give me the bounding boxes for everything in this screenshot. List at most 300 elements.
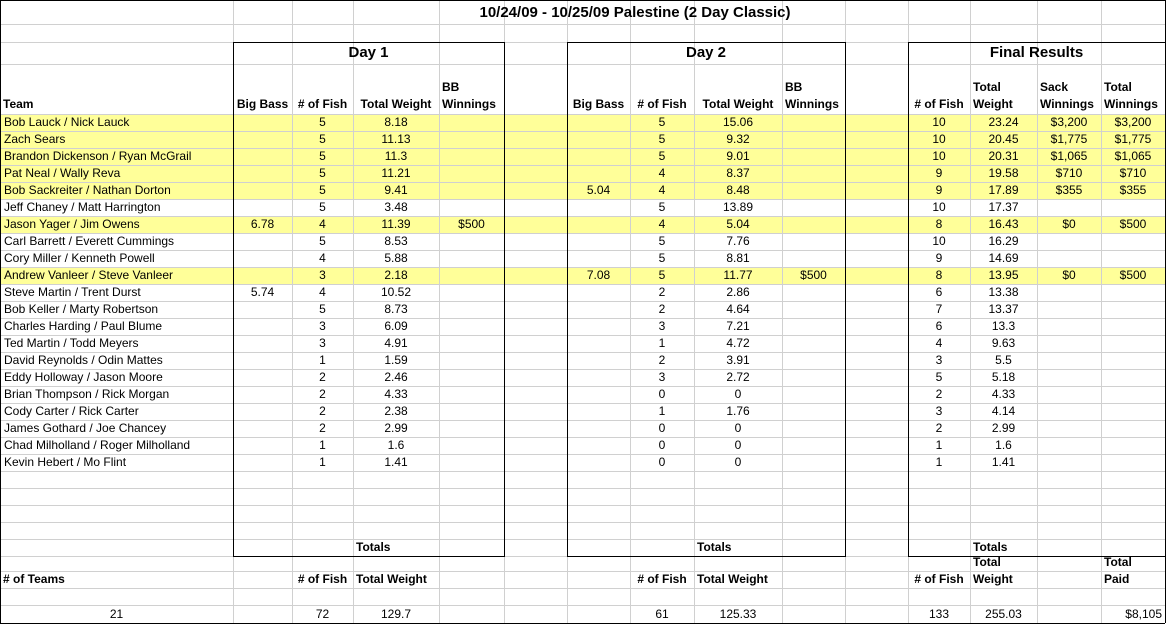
day1-big-bass: 5.74 <box>250 285 275 299</box>
header-team: Team <box>3 97 34 111</box>
day2-total-weight: 0 <box>734 438 742 452</box>
day2-total-weight-total-label: Total Weight <box>697 572 768 586</box>
day2-total-weight: 9.32 <box>726 132 750 146</box>
final-total-weight: 13.95 <box>988 268 1019 282</box>
day2-bb-winnings <box>785 131 842 148</box>
day1-num-fish-total-label: # of Fish <box>297 572 348 586</box>
day2-num-fish: 5 <box>658 251 666 265</box>
day2-bb-winnings <box>785 284 842 301</box>
day1-num-fish: 2 <box>319 404 326 418</box>
sack-winnings <box>1040 352 1098 369</box>
day2-bb-winnings <box>785 301 842 318</box>
day1-total-weight: 11.39 <box>381 217 411 231</box>
day1-bb-winnings <box>442 233 501 250</box>
day2-bb-winnings <box>785 335 842 352</box>
day2-bb-winnings <box>785 352 842 369</box>
final-total-weight: 23.24 <box>988 115 1019 129</box>
final-total-weight: 14.69 <box>988 251 1019 265</box>
day1-num-fish: 4 <box>319 217 326 231</box>
final-total-weight: 13.3 <box>991 319 1016 333</box>
day2-total-weight: 4.64 <box>726 302 750 316</box>
team-name: Brandon Dickenson / Ryan McGrail <box>4 149 192 163</box>
day2-bb-winnings <box>785 250 842 267</box>
day2-bb-winnings <box>785 114 842 131</box>
day2-big-bass <box>570 216 627 233</box>
day2-big-bass <box>570 454 627 471</box>
day1-big-bass <box>236 182 289 199</box>
num-teams-value: 21 <box>109 607 124 621</box>
team-name: Andrew Vanleer / Steve Vanleer <box>4 268 173 282</box>
final-total-weight: 9.63 <box>991 336 1016 350</box>
day1-total-weight: 9.41 <box>384 183 408 197</box>
final-num-fish: 10 <box>932 234 946 248</box>
day2-num-fish-total-label: # of Fish <box>637 572 687 586</box>
day1-num-fish: 3 <box>319 336 326 350</box>
day1-total-weight: 3.48 <box>384 200 408 214</box>
day2-total-weight: 8.81 <box>726 251 750 265</box>
final-num-fish: 10 <box>932 132 946 146</box>
team-name: Jeff Chaney / Matt Harrington <box>4 200 161 214</box>
total-winnings: $355 <box>1119 183 1147 197</box>
day2-total-weight: 7.21 <box>726 319 750 333</box>
day1-total-weight: 5.88 <box>384 251 408 265</box>
header-total-winnings: Winnings <box>1104 97 1158 111</box>
total-winnings: $1,065 <box>1114 149 1152 163</box>
final-num-fish: 9 <box>935 251 943 265</box>
header-day1-total-weight: Total Weight <box>360 97 432 111</box>
sack-winnings <box>1040 284 1098 301</box>
total-winnings: $1,775 <box>1114 132 1152 146</box>
header-sack-winnings: Winnings <box>1040 97 1094 111</box>
day1-num-fish: 5 <box>319 149 326 163</box>
day2-num-fish: 4 <box>658 166 666 180</box>
sack-winnings: $0 <box>1062 268 1076 282</box>
day2-total-weight: 5.04 <box>726 217 750 231</box>
total-winnings <box>1104 420 1162 437</box>
day2-total-weight: 2.86 <box>726 285 750 299</box>
day1-total-weight: 4.91 <box>384 336 408 350</box>
final-num-fish-total-label: # of Fish <box>914 572 964 586</box>
day1-total-weight: 2.18 <box>384 268 408 282</box>
day1-big-bass <box>236 233 289 250</box>
day1-big-bass: 6.78 <box>250 217 275 231</box>
day2-num-fish: 5 <box>658 200 666 214</box>
total-winnings: $500 <box>1119 268 1147 282</box>
day1-total-weight: 8.18 <box>384 115 408 129</box>
day2-big-bass <box>570 403 627 420</box>
day1-bb-winnings <box>442 420 501 437</box>
day2-big-bass <box>570 386 627 403</box>
day1-bb-winnings <box>442 250 501 267</box>
team-name: Carl Barrett / Everett Cummings <box>4 234 175 248</box>
final-num-fish: 9 <box>935 166 943 180</box>
day1-total-weight: 8.53 <box>384 234 408 248</box>
day1-bb-winnings: $500 <box>458 217 485 231</box>
day1-num-fish: 2 <box>319 421 326 435</box>
final-weight-label: Weight <box>973 572 1013 586</box>
day2-num-fish: 5 <box>658 234 666 248</box>
team-name: Cody Carter / Rick Carter <box>4 404 139 418</box>
day1-bb-winnings <box>442 148 501 165</box>
sack-winnings <box>1040 454 1098 471</box>
day2-bb-winnings <box>785 403 842 420</box>
day2-num-fish: 4 <box>658 183 666 197</box>
total-winnings <box>1104 301 1162 318</box>
sack-winnings <box>1040 369 1098 386</box>
final-num-fish: 3 <box>935 404 943 418</box>
day1-num-fish: 5 <box>319 234 326 248</box>
day2-total-weight: 0 <box>734 455 742 469</box>
day1-total-weight: 2.38 <box>384 404 408 418</box>
day1-bb-winnings <box>442 165 501 182</box>
day1-total-weight: 10.52 <box>380 285 412 299</box>
final-num-fish: 6 <box>935 285 943 299</box>
day1-num-fish: 5 <box>319 183 326 197</box>
day1-num-fish: 5 <box>319 115 326 129</box>
day2-big-bass <box>570 233 627 250</box>
day2-bb-winnings <box>785 216 842 233</box>
day2-bb-winnings <box>785 148 842 165</box>
header-sack: Sack <box>1040 80 1069 94</box>
totals-label-day2: Totals <box>697 540 732 554</box>
final-num-fish: 6 <box>935 319 943 333</box>
day2-fish-total: 61 <box>655 607 669 621</box>
final-total-weight: 16.43 <box>988 217 1019 231</box>
team-name: Jason Yager / Jim Owens <box>4 217 140 231</box>
total-winnings <box>1104 199 1162 216</box>
header-final-total: Total <box>973 80 1001 94</box>
day2-total-weight: 11.77 <box>723 268 753 282</box>
day1-num-fish: 4 <box>319 285 326 299</box>
day2-bb-winnings <box>785 182 842 199</box>
header-day2-bb: BB <box>785 80 803 94</box>
day1-weight-total: 129.7 <box>380 607 412 621</box>
day2-num-fish: 5 <box>658 149 666 163</box>
day1-bb-winnings <box>442 352 501 369</box>
section-final-results: Final Results <box>989 44 1084 61</box>
total-winnings <box>1104 454 1162 471</box>
day2-weight-total: 125.33 <box>719 607 757 621</box>
sack-winnings <box>1040 233 1098 250</box>
day1-bb-winnings <box>442 199 501 216</box>
total-winnings: $710 <box>1119 166 1147 180</box>
day2-num-fish: 3 <box>658 319 666 333</box>
sack-winnings <box>1040 335 1098 352</box>
total-paid-top-label: Total <box>1104 555 1132 569</box>
day2-total-weight: 1.76 <box>726 404 750 418</box>
day2-big-bass <box>570 437 627 454</box>
day2-num-fish: 5 <box>658 268 666 282</box>
team-name: Eddy Holloway / Jason Moore <box>4 370 163 384</box>
day1-bb-winnings <box>442 335 501 352</box>
day2-bb-winnings <box>785 318 842 335</box>
day2-total-weight: 9.01 <box>726 149 750 163</box>
header-final-num-fish: # of Fish <box>914 97 964 111</box>
final-num-fish: 7 <box>935 302 943 316</box>
team-name: Zach Sears <box>4 132 66 146</box>
day2-num-fish: 0 <box>658 421 666 435</box>
sack-winnings: $710 <box>1055 166 1083 180</box>
day2-big-bass <box>570 318 627 335</box>
day1-big-bass <box>236 250 289 267</box>
final-num-fish: 2 <box>935 387 943 401</box>
total-winnings <box>1104 233 1162 250</box>
day2-num-fish: 0 <box>658 438 666 452</box>
section-day2: Day 2 <box>685 44 727 61</box>
final-num-fish: 1 <box>935 455 943 469</box>
sack-winnings: $0 <box>1062 217 1076 231</box>
day2-big-bass: 7.08 <box>586 268 611 282</box>
day2-total-weight: 8.48 <box>726 183 750 197</box>
final-total-weight: 13.38 <box>988 285 1019 299</box>
day2-big-bass <box>570 199 627 216</box>
sack-winnings <box>1040 199 1098 216</box>
team-name: Cory Miller / Kenneth Powell <box>4 251 155 265</box>
sack-winnings <box>1040 420 1098 437</box>
day1-num-fish: 5 <box>319 132 326 146</box>
day1-total-weight: 11.13 <box>381 132 411 146</box>
day2-big-bass: 5.04 <box>586 183 611 197</box>
day2-big-bass <box>570 114 627 131</box>
day1-num-fish: 2 <box>319 387 326 401</box>
sack-winnings <box>1040 301 1098 318</box>
day1-big-bass <box>236 165 289 182</box>
day1-big-bass <box>236 301 289 318</box>
day1-num-fish: 3 <box>319 319 326 333</box>
team-name: Bob Keller / Marty Robertson <box>4 302 159 316</box>
day1-bb-winnings <box>442 454 501 471</box>
day1-num-fish: 2 <box>319 370 326 384</box>
day1-num-fish: 3 <box>319 268 326 282</box>
final-total-weight: 17.37 <box>988 200 1019 214</box>
day2-bb-winnings: $500 <box>800 268 827 282</box>
day1-big-bass <box>236 454 289 471</box>
header-day1-num-fish: # of Fish <box>297 97 348 111</box>
day1-big-bass <box>236 437 289 454</box>
sack-winnings <box>1040 250 1098 267</box>
day2-total-weight: 3.91 <box>726 353 750 367</box>
final-num-fish: 5 <box>935 370 943 384</box>
sack-winnings <box>1040 318 1098 335</box>
day2-big-bass <box>570 420 627 437</box>
day1-big-bass <box>236 131 289 148</box>
day2-bb-winnings <box>785 420 842 437</box>
final-total-weight: 4.33 <box>991 387 1016 401</box>
final-num-fish: 4 <box>935 336 943 350</box>
final-total-weight: 20.45 <box>988 132 1019 146</box>
day1-total-weight: 11.21 <box>381 166 411 180</box>
day2-big-bass <box>570 284 627 301</box>
day2-num-fish: 5 <box>658 115 666 129</box>
header-day2-total-weight: Total Weight <box>702 97 774 111</box>
day2-total-weight: 2.72 <box>726 370 750 384</box>
day1-big-bass <box>236 369 289 386</box>
final-total-weight: 4.14 <box>991 404 1016 418</box>
header-total-winnings-top: Total <box>1104 80 1132 94</box>
sack-winnings <box>1040 437 1098 454</box>
total-winnings <box>1104 318 1162 335</box>
day1-total-weight: 1.41 <box>384 455 408 469</box>
day1-num-fish: 1 <box>319 455 326 469</box>
header-day1-winnings: Winnings <box>442 97 496 111</box>
day2-num-fish: 2 <box>658 353 666 367</box>
day1-total-weight: 2.46 <box>384 370 408 384</box>
day1-total-weight: 8.73 <box>384 302 408 316</box>
day1-num-fish: 5 <box>319 166 326 180</box>
day2-big-bass <box>570 301 627 318</box>
day2-total-weight: 0 <box>734 421 742 435</box>
day2-big-bass <box>570 335 627 352</box>
final-num-fish: 10 <box>932 149 946 163</box>
final-total-weight: 19.58 <box>988 166 1019 180</box>
final-num-fish: 10 <box>932 115 946 129</box>
final-total-weight: 5.5 <box>995 353 1012 367</box>
day2-big-bass <box>570 369 627 386</box>
day2-bb-winnings <box>785 369 842 386</box>
day2-num-fish: 2 <box>658 285 666 299</box>
header-day1-big-bass: Big Bass <box>236 97 289 111</box>
day2-big-bass <box>570 250 627 267</box>
day1-big-bass <box>236 114 289 131</box>
totals-label-day1: Totals <box>356 540 391 554</box>
total-winnings <box>1104 335 1162 352</box>
day2-num-fish: 1 <box>658 336 666 350</box>
total-winnings <box>1104 369 1162 386</box>
total-winnings <box>1104 284 1162 301</box>
day2-bb-winnings <box>785 454 842 471</box>
total-winnings <box>1104 437 1162 454</box>
sack-winnings: $1,775 <box>1050 132 1088 146</box>
day2-big-bass <box>570 352 627 369</box>
day2-total-weight: 7.76 <box>726 234 750 248</box>
day1-big-bass <box>236 199 289 216</box>
day2-num-fish: 4 <box>658 217 666 231</box>
day1-num-fish: 4 <box>319 251 326 265</box>
final-num-fish: 10 <box>932 200 946 214</box>
team-name: Steve Martin / Trent Durst <box>4 285 141 299</box>
final-total-weight: 1.41 <box>991 455 1016 469</box>
sack-winnings: $3,200 <box>1050 115 1088 129</box>
day1-bb-winnings <box>442 403 501 420</box>
team-name: Bob Lauck / Nick Lauck <box>4 115 130 129</box>
total-paid-label: Paid <box>1104 572 1130 586</box>
day1-bb-winnings <box>442 267 501 284</box>
day1-bb-winnings <box>442 318 501 335</box>
section-day1: Day 1 <box>348 44 389 61</box>
day1-big-bass <box>236 420 289 437</box>
header-day1-bb: BB <box>442 80 460 94</box>
final-total-label: Total <box>973 555 1001 569</box>
sack-winnings <box>1040 403 1098 420</box>
day1-bb-winnings <box>442 437 501 454</box>
total-winnings: $3,200 <box>1114 115 1152 129</box>
final-total-weight: 5.18 <box>991 370 1016 384</box>
total-winnings: $500 <box>1119 217 1147 231</box>
day1-bb-winnings <box>442 301 501 318</box>
day2-bb-winnings <box>785 233 842 250</box>
team-name: Brian Thompson / Rick Morgan <box>4 387 170 401</box>
day2-num-fish: 0 <box>658 387 666 401</box>
header-day2-winnings: Winnings <box>785 97 839 111</box>
day1-bb-winnings <box>442 369 501 386</box>
totals-label-final: Totals <box>973 540 1008 554</box>
sack-winnings: $1,065 <box>1050 149 1088 163</box>
day1-bb-winnings <box>442 182 501 199</box>
final-total-weight: 17.89 <box>988 183 1019 197</box>
day1-num-fish: 1 <box>319 438 326 452</box>
day1-bb-winnings <box>442 284 501 301</box>
day1-num-fish: 5 <box>319 302 326 316</box>
day1-bb-winnings <box>442 131 501 148</box>
day2-num-fish: 3 <box>658 370 666 384</box>
day1-big-bass <box>236 267 289 284</box>
day1-big-bass <box>236 352 289 369</box>
day1-num-fish: 5 <box>319 200 326 214</box>
final-num-fish: 2 <box>935 421 943 435</box>
day2-num-fish: 1 <box>658 404 666 418</box>
sheet-title: 10/24/09 - 10/25/09 Palestine (2 Day Classic) <box>479 4 791 21</box>
final-total-weight: 20.31 <box>988 149 1019 163</box>
final-fish-total: 133 <box>928 607 950 621</box>
total-winnings <box>1104 403 1162 420</box>
day1-big-bass <box>236 403 289 420</box>
day2-total-weight: 4.72 <box>726 336 750 350</box>
header-day2-num-fish: # of Fish <box>637 97 687 111</box>
sack-winnings <box>1040 386 1098 403</box>
final-total-weight: 1.6 <box>995 438 1012 452</box>
num-teams-label: # of Teams <box>3 572 65 586</box>
final-total-weight: 13.37 <box>988 302 1019 316</box>
day2-bb-winnings <box>785 386 842 403</box>
day1-num-fish: 1 <box>319 353 326 367</box>
day1-big-bass <box>236 148 289 165</box>
day2-num-fish: 0 <box>658 455 666 469</box>
day2-total-weight: 15.06 <box>722 115 754 129</box>
total-winnings <box>1104 386 1162 403</box>
final-num-fish: 8 <box>935 268 943 282</box>
day1-total-weight-total-label: Total Weight <box>356 572 427 586</box>
final-num-fish: 1 <box>935 438 943 452</box>
team-name: Kevin Hebert / Mo Flint <box>4 455 127 469</box>
day2-big-bass <box>570 131 627 148</box>
day1-total-weight: 2.99 <box>384 421 408 435</box>
day1-total-weight: 6.09 <box>384 319 408 333</box>
day2-total-weight: 13.89 <box>722 200 754 214</box>
day1-big-bass <box>236 386 289 403</box>
team-name: Charles Harding / Paul Blume <box>4 319 163 333</box>
final-total-weight: 16.29 <box>988 234 1019 248</box>
day1-bb-winnings <box>442 114 501 131</box>
team-name: Pat Neal / Wally Reva <box>4 166 121 180</box>
day1-total-weight: 1.6 <box>387 438 405 452</box>
team-name: James Gothard / Joe Chancey <box>4 421 167 435</box>
header-final-weight: Weight <box>973 97 1013 111</box>
team-name: Bob Sackreiter / Nathan Dorton <box>4 183 171 197</box>
team-name: David Reynolds / Odin Mattes <box>4 353 163 367</box>
team-name: Chad Milholland / Roger Milholland <box>4 438 191 452</box>
day1-fish-total: 72 <box>315 607 330 621</box>
day2-big-bass <box>570 165 627 182</box>
team-name: Ted Martin / Todd Meyers <box>4 336 139 350</box>
day2-bb-winnings <box>785 165 842 182</box>
final-num-fish: 9 <box>935 183 943 197</box>
day1-total-weight: 11.3 <box>384 149 408 163</box>
day1-bb-winnings <box>442 386 501 403</box>
total-winnings <box>1104 352 1162 369</box>
final-num-fish: 3 <box>935 353 943 367</box>
final-weight-total: 255.03 <box>985 607 1022 621</box>
total-winnings <box>1104 250 1162 267</box>
